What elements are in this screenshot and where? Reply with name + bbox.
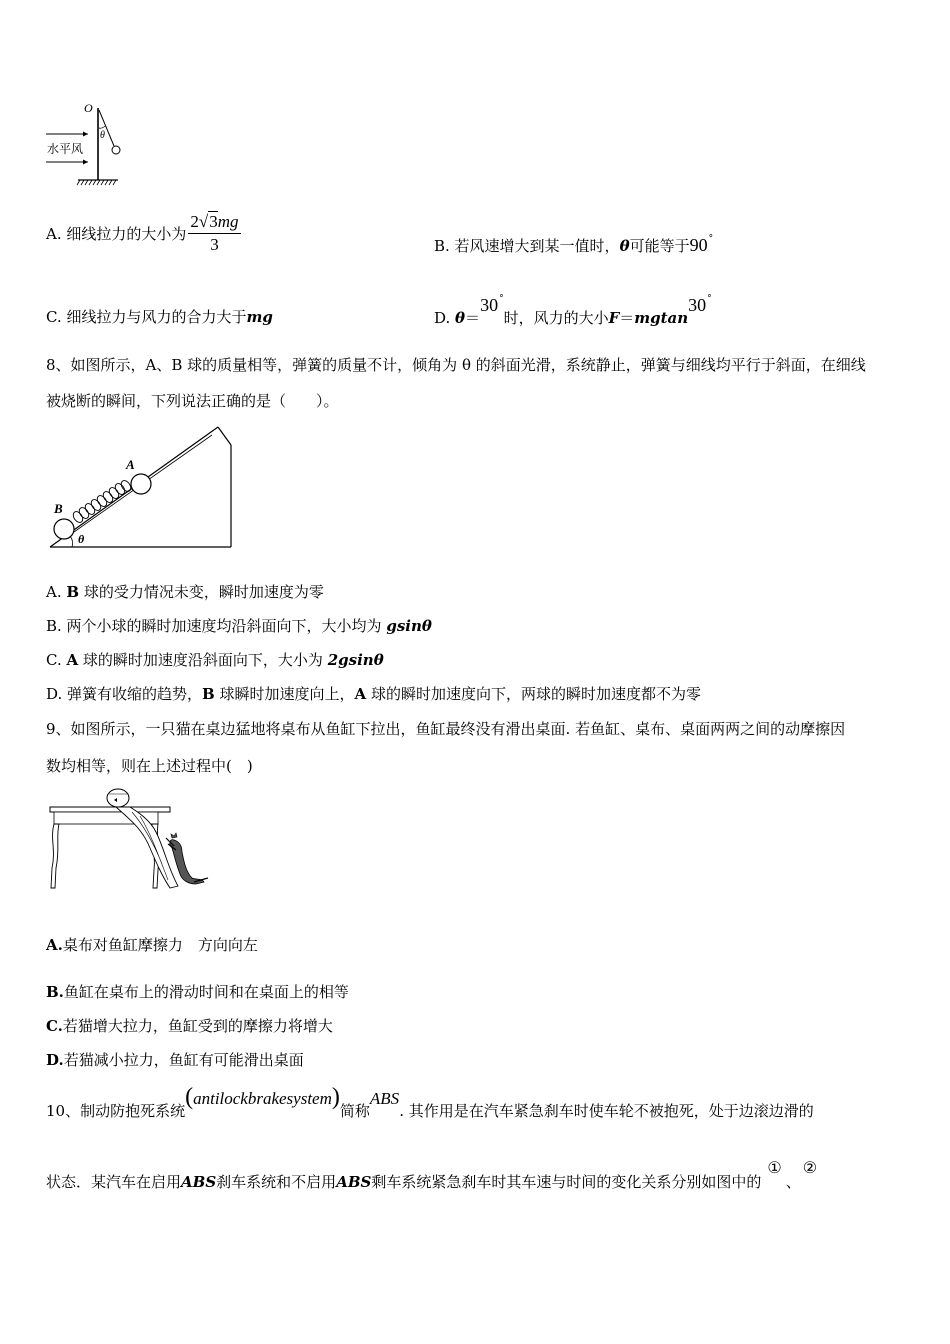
q8-stem-line2: 被烧断的瞬间，下列说法正确的是（ ）。 <box>46 392 339 410</box>
q9-option-c: C.若猫增大拉力，鱼缸受到的摩擦力将增大 <box>46 1017 333 1035</box>
q7-option-d: D. θ＝30°时，风力的大小F＝mgtan30° <box>434 294 712 327</box>
q9-option-b: B.鱼缸在桌布上的滑动时间和在桌面上的相等 <box>46 983 349 1001</box>
q9-stem-line1: 9、如图所示，一只猫在桌边猛地将桌布从鱼缸下拉出，鱼缸最终没有滑出桌面. 若鱼缸、桌布、桌面两两之间的动摩擦因 <box>46 720 846 738</box>
q9-option-d: D.若猫减小拉力，鱼缸有可能滑出桌面 <box>46 1051 304 1069</box>
q8-option-d: D. 弹簧有收缩的趋势，B 球瞬时加速度向上，A 球的瞬时加速度向下，两球的瞬时加速度都不为零 <box>46 685 701 703</box>
q7-option-a-text: A. 细线拉力的大小为 <box>46 225 187 243</box>
q9-option-a: A.桌布对鱼缸摩擦力 方向向左 <box>46 936 258 954</box>
q8-option-a: A. B 球的受力情况未变，瞬时加速度为零 <box>46 583 324 601</box>
q7-option-c: C. 细线拉力与风力的合力大于mg <box>46 308 273 326</box>
pendulum-figure <box>44 98 130 188</box>
circle-one: ① <box>767 1158 782 1177</box>
q10-line1: 10、制动防抱死系统(antilockbrakesystem)简称ABS. 其作用是在汽车紧急刹车时使车轮不被抱死，处于边滚边滑的 <box>46 1084 814 1120</box>
q8-option-c: C. A 球的瞬时加速度沿斜面向下，大小为 2gsinθ <box>46 651 384 669</box>
cat-table-figure <box>46 788 212 894</box>
incline-label-theta: θ <box>78 532 85 546</box>
incline-label-a: A <box>126 457 135 472</box>
q7-option-a <box>46 212 241 255</box>
q7-option-a-fraction: $\frac{2√3mg}{3}$ <box>190 212 239 254</box>
incline-label-b: B <box>54 501 63 516</box>
q8-stem-line1: 8、如图所示，A、B 球的质量相等，弹簧的质量不计，倾角为 θ 的斜面光滑，系统静止，弹簧与细线均平行于斜面，在细线 <box>46 356 866 374</box>
q8-option-b: B. 两个小球的瞬时加速度均沿斜面向下，大小均为 gsinθ <box>46 617 432 635</box>
incline-figure <box>46 425 238 553</box>
pendulum-theta-label: θ <box>100 130 105 141</box>
wind-label: 水平风 <box>47 142 84 156</box>
pendulum-o-label: O <box>84 101 93 115</box>
q9-stem-line2: 数均相等，则在上述过程中( ) <box>46 757 253 775</box>
q7-option-b: B. 若风速增大到某一值时，θ可能等于90° <box>434 234 714 255</box>
circle-two: ② <box>802 1158 818 1177</box>
q10-line2: 状态．某汽车在启用ABS刹车系统和不启用ABS剩车系统紧急刹车时其车速与时间的变化关系分别如图中的①、② <box>46 1158 818 1191</box>
